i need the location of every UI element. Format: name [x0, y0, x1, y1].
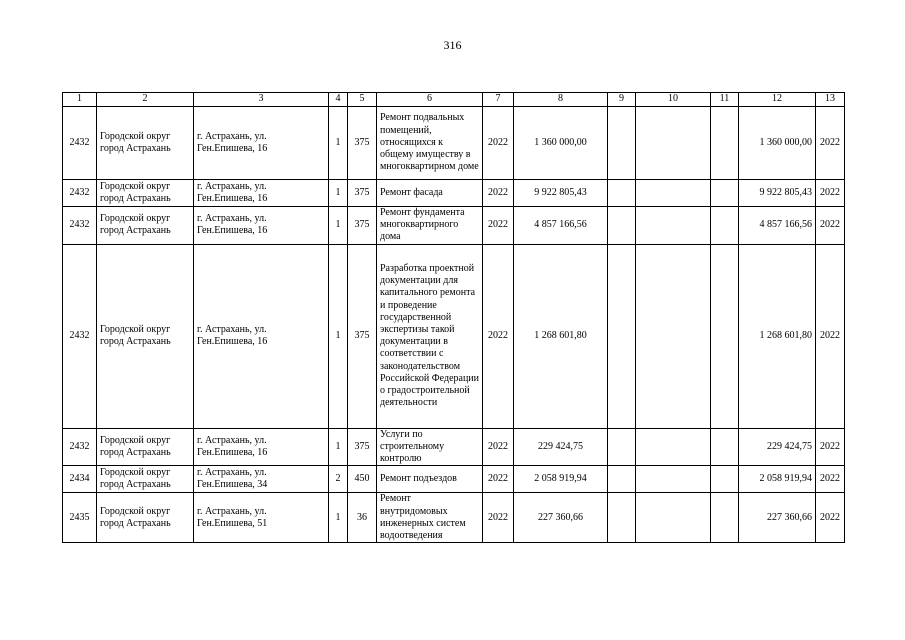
cell-total: 4 857 166,56 — [739, 207, 816, 245]
header-row — [63, 93, 845, 107]
cell-year: 2022 — [483, 207, 514, 245]
cell-11 — [711, 180, 739, 207]
cell-end-year: 2022 — [816, 428, 845, 466]
column-header: 11 — [711, 93, 739, 107]
cell-total: 2 058 919,94 — [739, 466, 816, 493]
cell-year: 2022 — [483, 107, 514, 180]
cell-total: 1 268 601,80 — [739, 244, 816, 428]
cell-10 — [636, 244, 711, 428]
cell-work-type: Ремонт подвальных помещений, относящихся к общему имуществу в многоквартирном доме — [377, 107, 483, 180]
cell-year: 2022 — [483, 244, 514, 428]
cell-amount: 9 922 805,43 — [514, 180, 608, 207]
cell-work-type: Ремонт фасада — [377, 180, 483, 207]
table-row — [63, 428, 845, 466]
cell-11 — [711, 244, 739, 428]
cell-9 — [608, 244, 636, 428]
cell-amount: 1 360 000,00 — [514, 107, 608, 180]
cell-end-year: 2022 — [816, 107, 845, 180]
cell-end-year: 2022 — [816, 207, 845, 245]
cell-total: 9 922 805,43 — [739, 180, 816, 207]
cell-area: 375 — [348, 428, 377, 466]
cell-amount: 2 058 919,94 — [514, 466, 608, 493]
cell-end-year: 2022 — [816, 180, 845, 207]
cell-municipality: Городской округ город Астрахань — [97, 244, 194, 428]
cell-total: 1 360 000,00 — [739, 107, 816, 180]
column-header: 12 — [739, 93, 816, 107]
cell-area: 375 — [348, 107, 377, 180]
cell-area: 375 — [348, 244, 377, 428]
cell-work-type: Разработка проектной документации для капитального ремонта и проведение государственной экспертизы такой документации в соответствии с законодательством Российской Федерации о градостроительной деятельности — [377, 244, 483, 428]
cell-id: 2432 — [63, 107, 97, 180]
column-header: 7 — [483, 93, 514, 107]
cell-10 — [636, 466, 711, 493]
cell-id: 2434 — [63, 466, 97, 493]
cell-year: 2022 — [483, 428, 514, 466]
cell-amount: 227 360,66 — [514, 493, 608, 543]
cell-10 — [636, 493, 711, 543]
cell-9 — [608, 466, 636, 493]
cell-area: 36 — [348, 493, 377, 543]
cell-count: 1 — [329, 207, 348, 245]
cell-10 — [636, 207, 711, 245]
table-row — [63, 180, 845, 207]
cell-address: г. Астрахань, ул. Ген.Епишева, 16 — [194, 107, 329, 180]
cell-area: 375 — [348, 207, 377, 245]
cell-area: 375 — [348, 180, 377, 207]
table-row — [63, 207, 845, 245]
cell-9 — [608, 180, 636, 207]
cell-11 — [711, 493, 739, 543]
cell-11 — [711, 428, 739, 466]
cell-end-year: 2022 — [816, 466, 845, 493]
column-header: 6 — [377, 93, 483, 107]
cell-municipality: Городской округ город Астрахань — [97, 493, 194, 543]
table-row — [63, 466, 845, 493]
cell-address: г. Астрахань, ул. Ген.Епишева, 16 — [194, 244, 329, 428]
cell-amount: 229 424,75 — [514, 428, 608, 466]
cell-municipality: Городской округ город Астрахань — [97, 207, 194, 245]
cell-municipality: Городской округ город Астрахань — [97, 466, 194, 493]
cell-year: 2022 — [483, 466, 514, 493]
cell-municipality: Городской округ город Астрахань — [97, 428, 194, 466]
page-number: 316 — [443, 38, 462, 52]
cell-work-type: Услуги по строительному контролю — [377, 428, 483, 466]
cell-count: 2 — [329, 466, 348, 493]
cell-count: 1 — [329, 244, 348, 428]
column-header: 13 — [816, 93, 845, 107]
column-header: 2 — [97, 93, 194, 107]
cell-address: г. Астрахань, ул. Ген.Епишева, 51 — [194, 493, 329, 543]
cell-id: 2432 — [63, 244, 97, 428]
cell-count: 1 — [329, 428, 348, 466]
column-header: 10 — [636, 93, 711, 107]
column-header: 4 — [329, 93, 348, 107]
registry-table — [62, 92, 845, 543]
cell-address: г. Астрахань, ул. Ген.Епишева, 16 — [194, 180, 329, 207]
table-row — [63, 244, 845, 428]
cell-end-year: 2022 — [816, 244, 845, 428]
cell-10 — [636, 107, 711, 180]
cell-count: 1 — [329, 107, 348, 180]
cell-address: г. Астрахань, ул. Ген.Епишева, 16 — [194, 428, 329, 466]
column-header: 9 — [608, 93, 636, 107]
table-row — [63, 107, 845, 180]
cell-end-year: 2022 — [816, 493, 845, 543]
cell-10 — [636, 428, 711, 466]
cell-work-type: Ремонт подъездов — [377, 466, 483, 493]
table-row — [63, 493, 845, 543]
cell-count: 1 — [329, 493, 348, 543]
cell-11 — [711, 207, 739, 245]
cell-area: 450 — [348, 466, 377, 493]
cell-address: г. Астрахань, ул. Ген.Епишева, 16 — [194, 207, 329, 245]
cell-year: 2022 — [483, 180, 514, 207]
cell-year: 2022 — [483, 493, 514, 543]
column-header: 3 — [194, 93, 329, 107]
cell-work-type: Ремонт фундамента многоквартирного дома — [377, 207, 483, 245]
cell-amount: 4 857 166,56 — [514, 207, 608, 245]
cell-10 — [636, 180, 711, 207]
cell-address: г. Астрахань, ул. Ген.Епишева, 34 — [194, 466, 329, 493]
cell-amount: 1 268 601,80 — [514, 244, 608, 428]
cell-total: 227 360,66 — [739, 493, 816, 543]
cell-total: 229 424,75 — [739, 428, 816, 466]
cell-id: 2432 — [63, 207, 97, 245]
cell-11 — [711, 107, 739, 180]
registry-body — [63, 107, 845, 543]
cell-11 — [711, 466, 739, 493]
cell-work-type: Ремонт внутридомовых инженерных систем водоотведения — [377, 493, 483, 543]
cell-id: 2435 — [63, 493, 97, 543]
cell-id: 2432 — [63, 428, 97, 466]
column-header: 1 — [63, 93, 97, 107]
cell-9 — [608, 207, 636, 245]
cell-9 — [608, 107, 636, 180]
cell-municipality: Городской округ город Астрахань — [97, 180, 194, 207]
column-header: 5 — [348, 93, 377, 107]
cell-9 — [608, 493, 636, 543]
cell-9 — [608, 428, 636, 466]
cell-id: 2432 — [63, 180, 97, 207]
column-header: 8 — [514, 93, 608, 107]
cell-count: 1 — [329, 180, 348, 207]
cell-municipality: Городской округ город Астрахань — [97, 107, 194, 180]
